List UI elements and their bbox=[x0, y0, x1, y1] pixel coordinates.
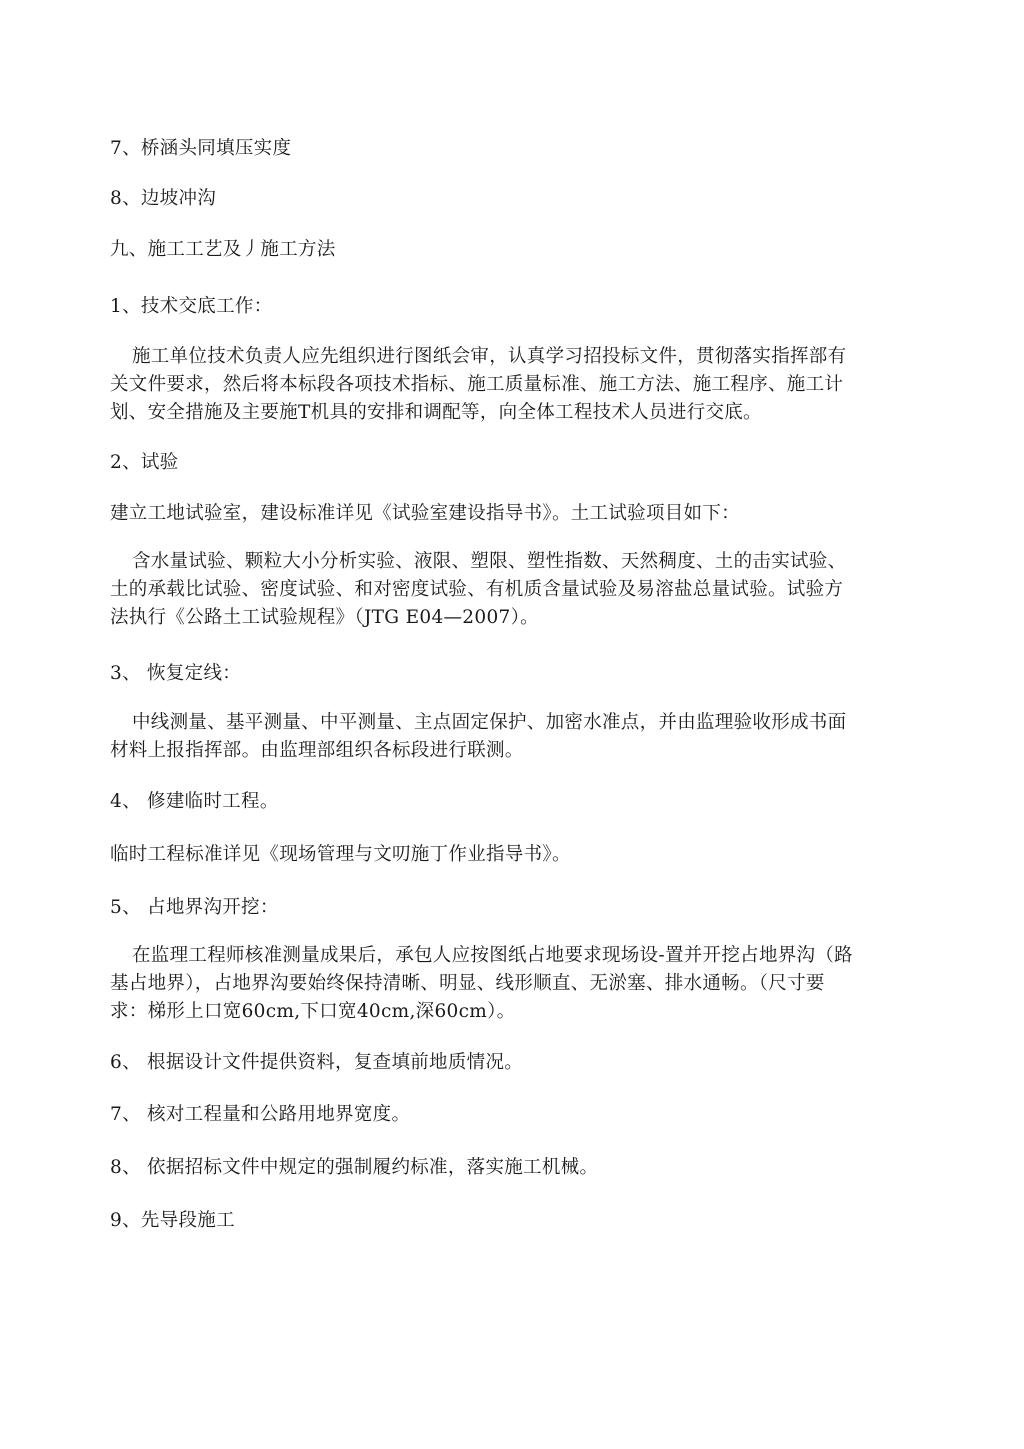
item-7-bridge-backfill: 7、桥涵头同填压实度 bbox=[110, 138, 292, 159]
section-9-heading: 九、施工工艺及丿施工方法 bbox=[110, 239, 336, 260]
paragraph-line: 划、安全措施及主要施T机具的安排和调配等，向全体工程技术人员进行交底。 bbox=[110, 402, 762, 423]
item-7-quantity-check: 7、 核对工程量和公路用地界宽度。 bbox=[110, 1104, 411, 1125]
item-2-test: 2、试验 bbox=[110, 452, 179, 473]
lab-setup-text: 建立工地试验室，建设标准详见《试验室建设指导书》。土工试验项目如下： bbox=[110, 503, 740, 524]
item-8-slope-gully: 8、边坡冲沟 bbox=[110, 188, 217, 209]
paragraph-line: 土的承载比试验、密度试验、和对密度试验、有机质含量试验及易溶盐总量试验。试验方 bbox=[110, 579, 844, 600]
item-9-pilot-section: 9、先导段施工 bbox=[110, 1210, 235, 1231]
item-1-technical-briefing: 1、技术交底工作： bbox=[110, 296, 273, 317]
temporary-works-standard: 临时工程标准详见《现场管理与文叨施丁作业指导书》。 bbox=[110, 844, 571, 865]
paragraph-line: 中线测量、基平测量、中平测量、主点固定保护、加密水准点，并由监理验收形成书面 bbox=[132, 712, 847, 733]
item-5-boundary-trench: 5、 占地界沟开挖： bbox=[110, 897, 279, 918]
paragraph-test-items bbox=[110, 548, 910, 632]
paragraph-line: 在监理工程师核准测量成果后，承包人应按图纸占地要求现场设-置并开挖占地界沟（路 bbox=[132, 945, 853, 966]
item-6-geology-check: 6、 根据设计文件提供资料，复查填前地质情况。 bbox=[110, 1052, 524, 1073]
paragraph-line: 法执行《公路土工试验规程》（JTG E04—2007）。 bbox=[110, 607, 539, 628]
item-3-restore-alignment: 3、 恢复定线： bbox=[110, 663, 242, 684]
paragraph-technical-briefing bbox=[110, 343, 910, 427]
paragraph-survey bbox=[110, 709, 910, 765]
paragraph-line: 含水量试验、颗粒大小分析实验、液限、塑限、塑性指数、天然稠度、土的击实试验、 bbox=[132, 551, 847, 572]
paragraph-line: 基占地界），占地界沟要始终保持清晰、明显、线形顺直、无淤塞、排水通畅。（尺寸要 bbox=[110, 973, 825, 994]
paragraph-line: 施工单位技术负责人应先组织进行图纸会审，认真学习招投标文件，贯彻落实指挥部有 bbox=[132, 346, 847, 367]
item-8-machinery: 8、 依据招标文件中规定的强制履约标准，落实施工机械。 bbox=[110, 1157, 599, 1178]
item-4-temporary-works: 4、 修建临时工程。 bbox=[110, 791, 279, 812]
paragraph-line: 求：梯形上口宽60cm,下口宽40cm,深60cm）。 bbox=[110, 1001, 516, 1022]
paragraph-line: 材料上报指挥部。由监理部组织各标段进行联测。 bbox=[110, 740, 524, 761]
paragraph-line: 关文件要求，然后将本标段各项技术指标、施工质量标准、施工方法、施工程序、施工计 bbox=[110, 374, 844, 395]
paragraph-boundary-trench bbox=[110, 942, 910, 1026]
